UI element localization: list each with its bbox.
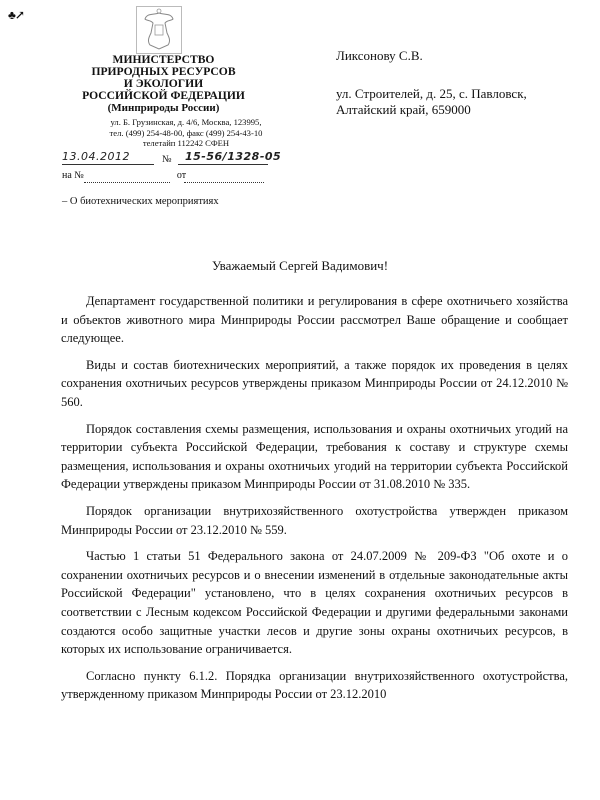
letter-body (61, 292, 568, 712)
reference-prefix: на № (62, 170, 84, 181)
reference-date-line (184, 182, 264, 183)
address-line: телетайп 112242 СФЕН (142, 138, 230, 148)
ministry-title (76, 54, 251, 114)
body-paragraph: Согласно пункту 6.1.2. Порядка организации внутрихозяйственного охотустройства, утвержденному приказом Минприроды России от 23.12.2010 (61, 668, 568, 702)
ministry-line: ПРИРОДНЫХ РЕСУРСОВ (91, 65, 236, 78)
body-paragraph: Порядок составления схемы размещения, использования и охраны охотничьих угодий на территории субъекта Российской Федерации, требования к составу и структуре схемы размещения, использования и охраны охотничьих угодий на территории субъекта Российской Федерации утверждены приказом Минприроды России от 31.08.2010 № 335. (61, 421, 568, 492)
registration-date: 13.04.2012 (62, 150, 130, 163)
ministry-line: И ЭКОЛОГИИ (123, 77, 204, 90)
body-paragraph: Частью 1 статьи 51 Федерального закона от 24.07.2009 № 209-ФЗ "Об охоте и о сохранении охотничьих ресурсов и о внесении изменений в отдельные законодательные акты Российской Федерации" установлено, что в целях сохранения охотничьих ресурсов в соответствии с Лесным кодексом Российской Федерации и другими федеральными законами создаются особо защитные участки лесов и другие зоны охраны охотничьих ресурсов, в которых их использование ограничивается. (61, 549, 568, 657)
address-line: тел. (499) 254-48-00, факс (499) 254-43-10 (109, 127, 263, 138)
reference-row (62, 170, 186, 181)
recipient-name: Ликсонову С.В. (336, 48, 423, 63)
date-underline (62, 164, 154, 165)
recipient-address-line: ул. Строителей, д. 25, с. Павловск, (336, 86, 527, 101)
ministry-line: МИНИСТЕРСТВО (112, 53, 215, 66)
reference-number-line (84, 182, 170, 183)
registration-number-label: № (162, 154, 172, 165)
salutation: Уважаемый Сергей Вадимович! (211, 258, 389, 273)
letter-subject: – О биотехнических мероприятиях (62, 196, 219, 207)
reference-from: от (176, 170, 187, 181)
recipient-address (336, 86, 527, 118)
body-paragraph: Порядок организации внутрихозяйственного охотустройства утвержден приказом Минприроды России от 23.12.2010 № 559. (61, 503, 568, 537)
coat-of-arms-icon (136, 6, 182, 54)
recipient-address-line: Алтайский край, 659000 (336, 102, 471, 117)
body-paragraph: Виды и состав биотехнических мероприятий, а также порядок их проведения в целях сохранения охотничьих ресурсов утверждены приказом Минприроды России от 24.12.2010 № 560. (61, 357, 568, 409)
ministry-line: РОССИЙСКОЙ ФЕДЕРАЦИИ (82, 89, 245, 102)
address-line: ул. Б. Грузинская, д. 4/6, Москва, 123995, (110, 117, 262, 127)
corner-mark: ♣↗ (8, 8, 24, 22)
ministry-address (106, 117, 266, 149)
number-underline (178, 164, 268, 165)
body-paragraph: Департамент государственной политики и регулирования в сфере охотничьего хозяйства и объектов животного мира Минприроды России рассмотрел Ваше обращение и сообщает следующее. (61, 294, 568, 346)
registration-number: 15-56/1328-05 (185, 150, 282, 163)
ministry-short-name: (Минприроды России) (107, 102, 220, 114)
